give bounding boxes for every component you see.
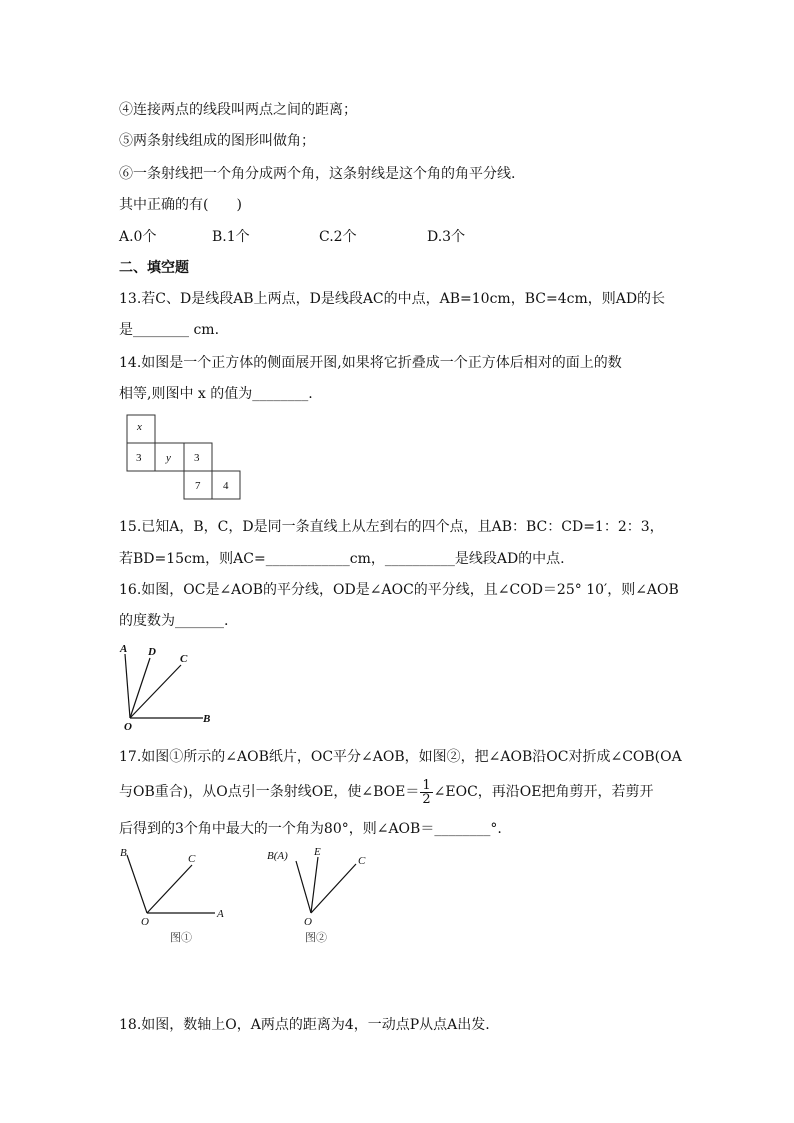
label-a: A: [120, 643, 128, 655]
section-heading: 二、填空题: [119, 260, 189, 276]
q17-line1: 17.如图①所示的∠AOB纸片，OC平分∠AOB，如图②，把∠AOB沿OC对折成∠COB(OA: [119, 749, 682, 765]
q13-line1: 13.若C、D是线段AB上两点，D是线段AC的中点，AB=10cm，BC=4cm，则AD的长: [119, 291, 666, 307]
ray-oe: [311, 857, 318, 913]
ray-oc: [311, 864, 356, 913]
fraction-one-half: [420, 779, 432, 806]
statement-6: ⑥一条射线把一个角分成两个角，这条射线是这个角的角平分线.: [119, 166, 516, 182]
statement-4: ④连接两点的线段叫两点之间的距离；: [119, 102, 357, 118]
q17-line2: [119, 778, 654, 806]
choice-a: A.0个: [119, 229, 157, 245]
label-o: O: [124, 721, 132, 732]
caption-figure-1: 图①: [170, 932, 192, 944]
figure-2-q17: [262, 843, 382, 945]
label-b: B: [120, 847, 127, 859]
q12-choices: [119, 227, 465, 247]
net-label-7: 7: [195, 480, 201, 492]
label-d: D: [148, 646, 156, 658]
net-label-3a: 3: [136, 452, 142, 464]
label-b-a: B(A): [267, 850, 288, 862]
label-b: B: [203, 713, 211, 725]
choice-d: D.3个: [427, 229, 466, 245]
q18-line1: 18.如图，数轴上O，A两点的距离为4，一动点P从点A出发.: [119, 1017, 490, 1033]
ray-ob: [296, 861, 311, 913]
q15-line2: 若BD=15cm，则AC=____________cm，__________是线段AD的中点.: [119, 551, 565, 567]
ray-oc: [147, 865, 192, 913]
figure-1-q17: [115, 843, 240, 945]
caption-figure-2: 图②: [305, 932, 327, 944]
angle-figure-q16: [115, 640, 220, 732]
ray-ob: [127, 855, 147, 913]
label-c: C: [180, 653, 188, 665]
cube-net-figure: [125, 413, 245, 503]
ray-oa: [125, 654, 130, 718]
choice-b: B.1个: [212, 229, 250, 245]
label-o: O: [141, 916, 149, 928]
q17-line2-post: ∠EOC，再沿OE把角剪开，若剪开: [433, 784, 654, 800]
q16-line2: 的度数为_______.: [119, 613, 229, 629]
net-label-4: 4: [223, 480, 229, 492]
statement-5: ⑤两条射线组成的图形叫做角；: [119, 133, 315, 149]
q15-line1: 15.已知A，B，C，D是同一条直线上从左到右的四个点，且AB：BC：CD=1：2：3，: [119, 519, 664, 535]
q14-line2: 相等,则图中 x 的值为________.: [119, 386, 313, 402]
q17-line3: 后得到的3个角中最大的一个角为80°，则∠AOB＝________°.: [119, 821, 502, 837]
ray-od: [130, 658, 150, 718]
label-c: C: [358, 855, 366, 867]
label-o: O: [304, 916, 312, 928]
fraction-numerator: 1: [422, 777, 431, 793]
ray-oc: [130, 665, 181, 718]
q17-line2-pre: 与OB重合)，从O点引一条射线OE，使∠BOE＝: [119, 784, 420, 800]
net-label-3b: 3: [194, 452, 200, 464]
choice-c: C.2个: [319, 229, 357, 245]
label-c: C: [188, 853, 196, 865]
q16-line1: 16.如图，OC是∠AOB的平分线，OD是∠AOC的平分线，且∠COD＝25° 10′，则∠AOB: [119, 582, 679, 598]
net-label-x: x: [137, 421, 142, 433]
fraction-denominator: 2: [422, 791, 431, 807]
q14-line1: 14.如图是一个正方体的侧面展开图,如果将它折叠成一个正方体后相对的面上的数: [119, 355, 622, 371]
q12-question: 其中正确的有( ): [119, 197, 242, 213]
label-a: A: [217, 908, 224, 920]
net-label-y: y: [166, 452, 171, 464]
q13-line2: 是________ cm.: [119, 322, 220, 338]
label-e: E: [314, 846, 321, 858]
